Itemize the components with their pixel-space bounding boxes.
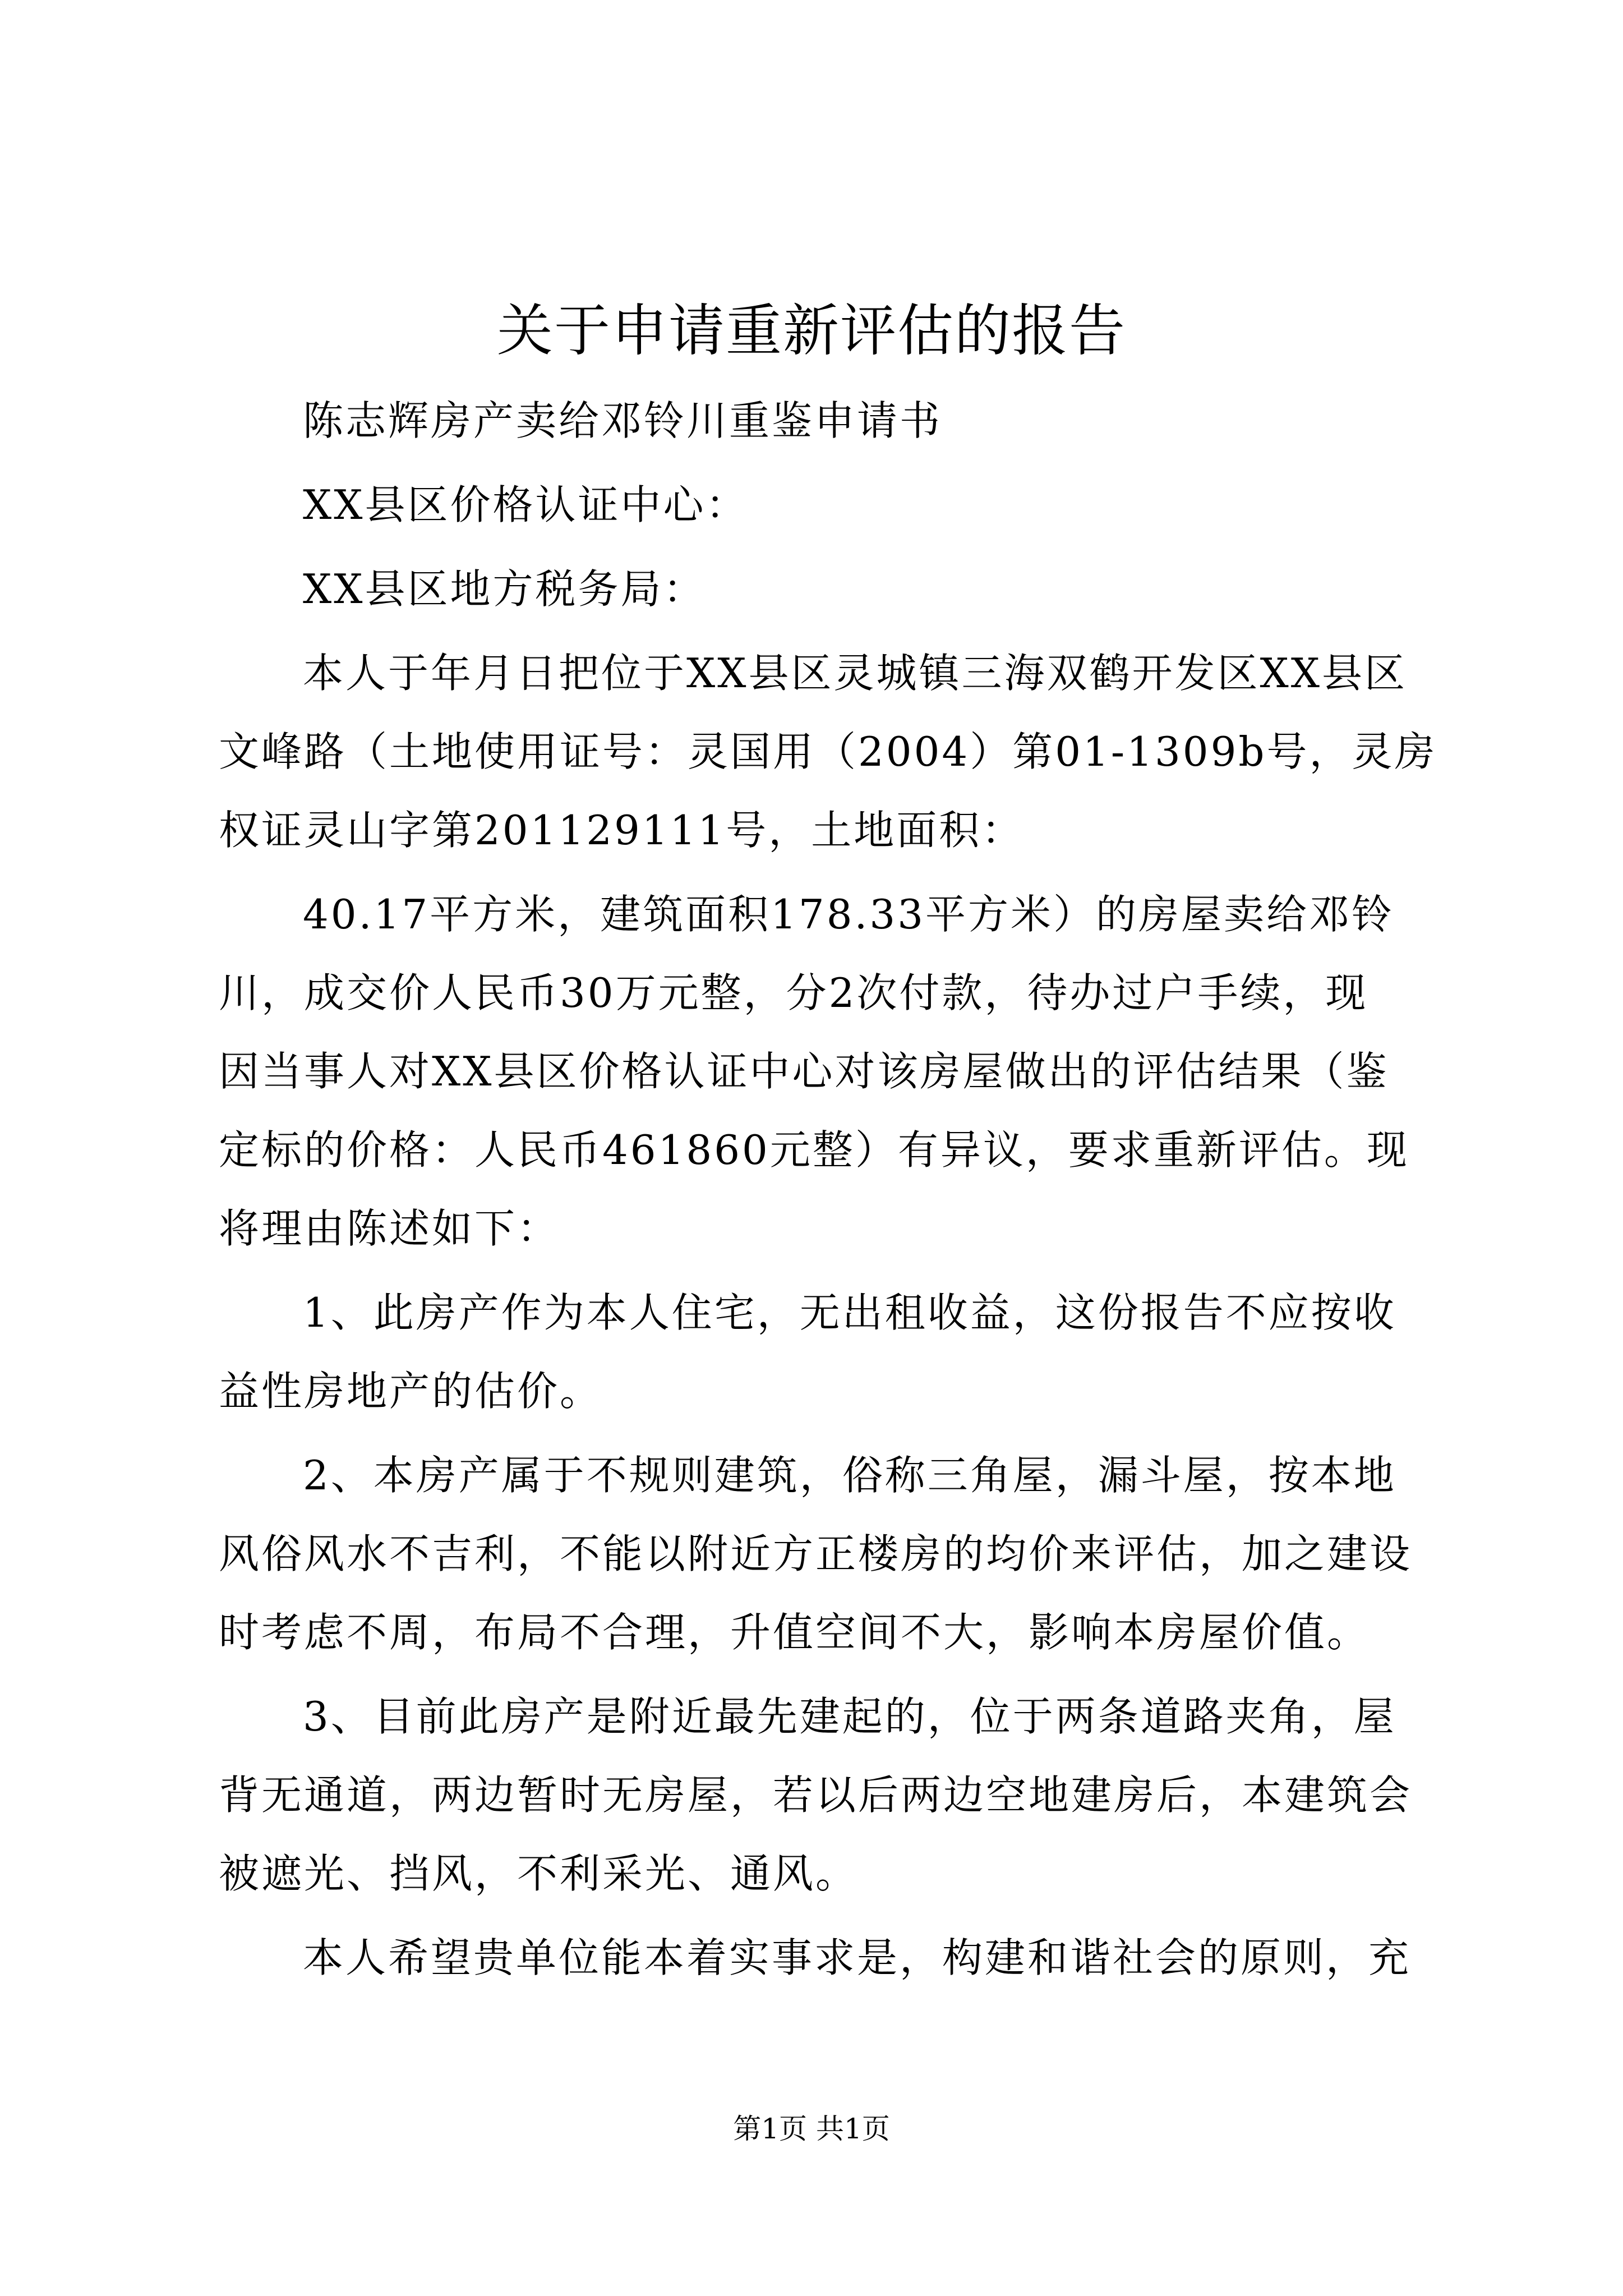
paragraph-line: 本人于年月日把位于XX县区灵城镇三海双鹤开发区XX县区: [303, 650, 1408, 697]
paragraph-line: 权证灵山字第201129111号，土地面积：: [219, 807, 1025, 854]
subtitle-line: 陈志辉房产卖给邓铃川重鉴申请书: [303, 397, 943, 444]
paragraph-line: 风俗风水不吉利，不能以附近方正楼房的均价来评估，加之建设: [219, 1530, 1413, 1577]
paragraph-line: 将理由陈述如下：: [219, 1205, 560, 1252]
paragraph-line: 2、本房产属于不规则建筑，俗称三角屋，漏斗屋，按本地: [303, 1452, 1396, 1499]
paragraph-line: 文峰路（土地使用证号：灵国用（2004）第01-1309b号，灵房: [219, 728, 1437, 775]
recipient-line: XX县区地方税务局：: [303, 565, 706, 613]
recipient-line: XX县区价格认证中心：: [303, 481, 749, 528]
document-title: 关于申请重新评估的报告: [497, 298, 1126, 364]
paragraph-line: 因当事人对XX县区价格认证中心对该房屋做出的评估结果（鉴: [219, 1048, 1389, 1095]
paragraph-line: 时考虑不周，布局不合理，升值空间不大，影响本房屋价值。: [219, 1609, 1370, 1656]
page-number-footer: 第1页 共1页: [733, 2113, 890, 2145]
paragraph-line: 益性房地产的估价。: [219, 1368, 603, 1415]
paragraph-line: 被遮光、挡风，不利采光、通风。: [219, 1850, 859, 1897]
paragraph-line: 3、目前此房产是附近最先建起的，位于两条道路夹角，屋: [303, 1693, 1396, 1740]
paragraph-line: 本人希望贵单位能本着实事求是，构建和谐社会的原则，充: [303, 1934, 1412, 1981]
paragraph-line: 背无通道，两边暂时无房屋，若以后两边空地建房后，本建筑会: [219, 1772, 1413, 1819]
paragraph-line: 1、此房产作为本人住宅，无出租收益，这份报告不应按收: [303, 1289, 1396, 1336]
paragraph-line: 川，成交价人民币30万元整，分2次付款，待办过户手续，现: [219, 969, 1368, 1016]
paragraph-line: 40.17平方米，建筑面积178.33平方米）的房屋卖给邓铃: [303, 891, 1395, 938]
paragraph-line: 定标的价格：人民币461860元整）有异议，要求重新评估。现: [219, 1126, 1409, 1174]
